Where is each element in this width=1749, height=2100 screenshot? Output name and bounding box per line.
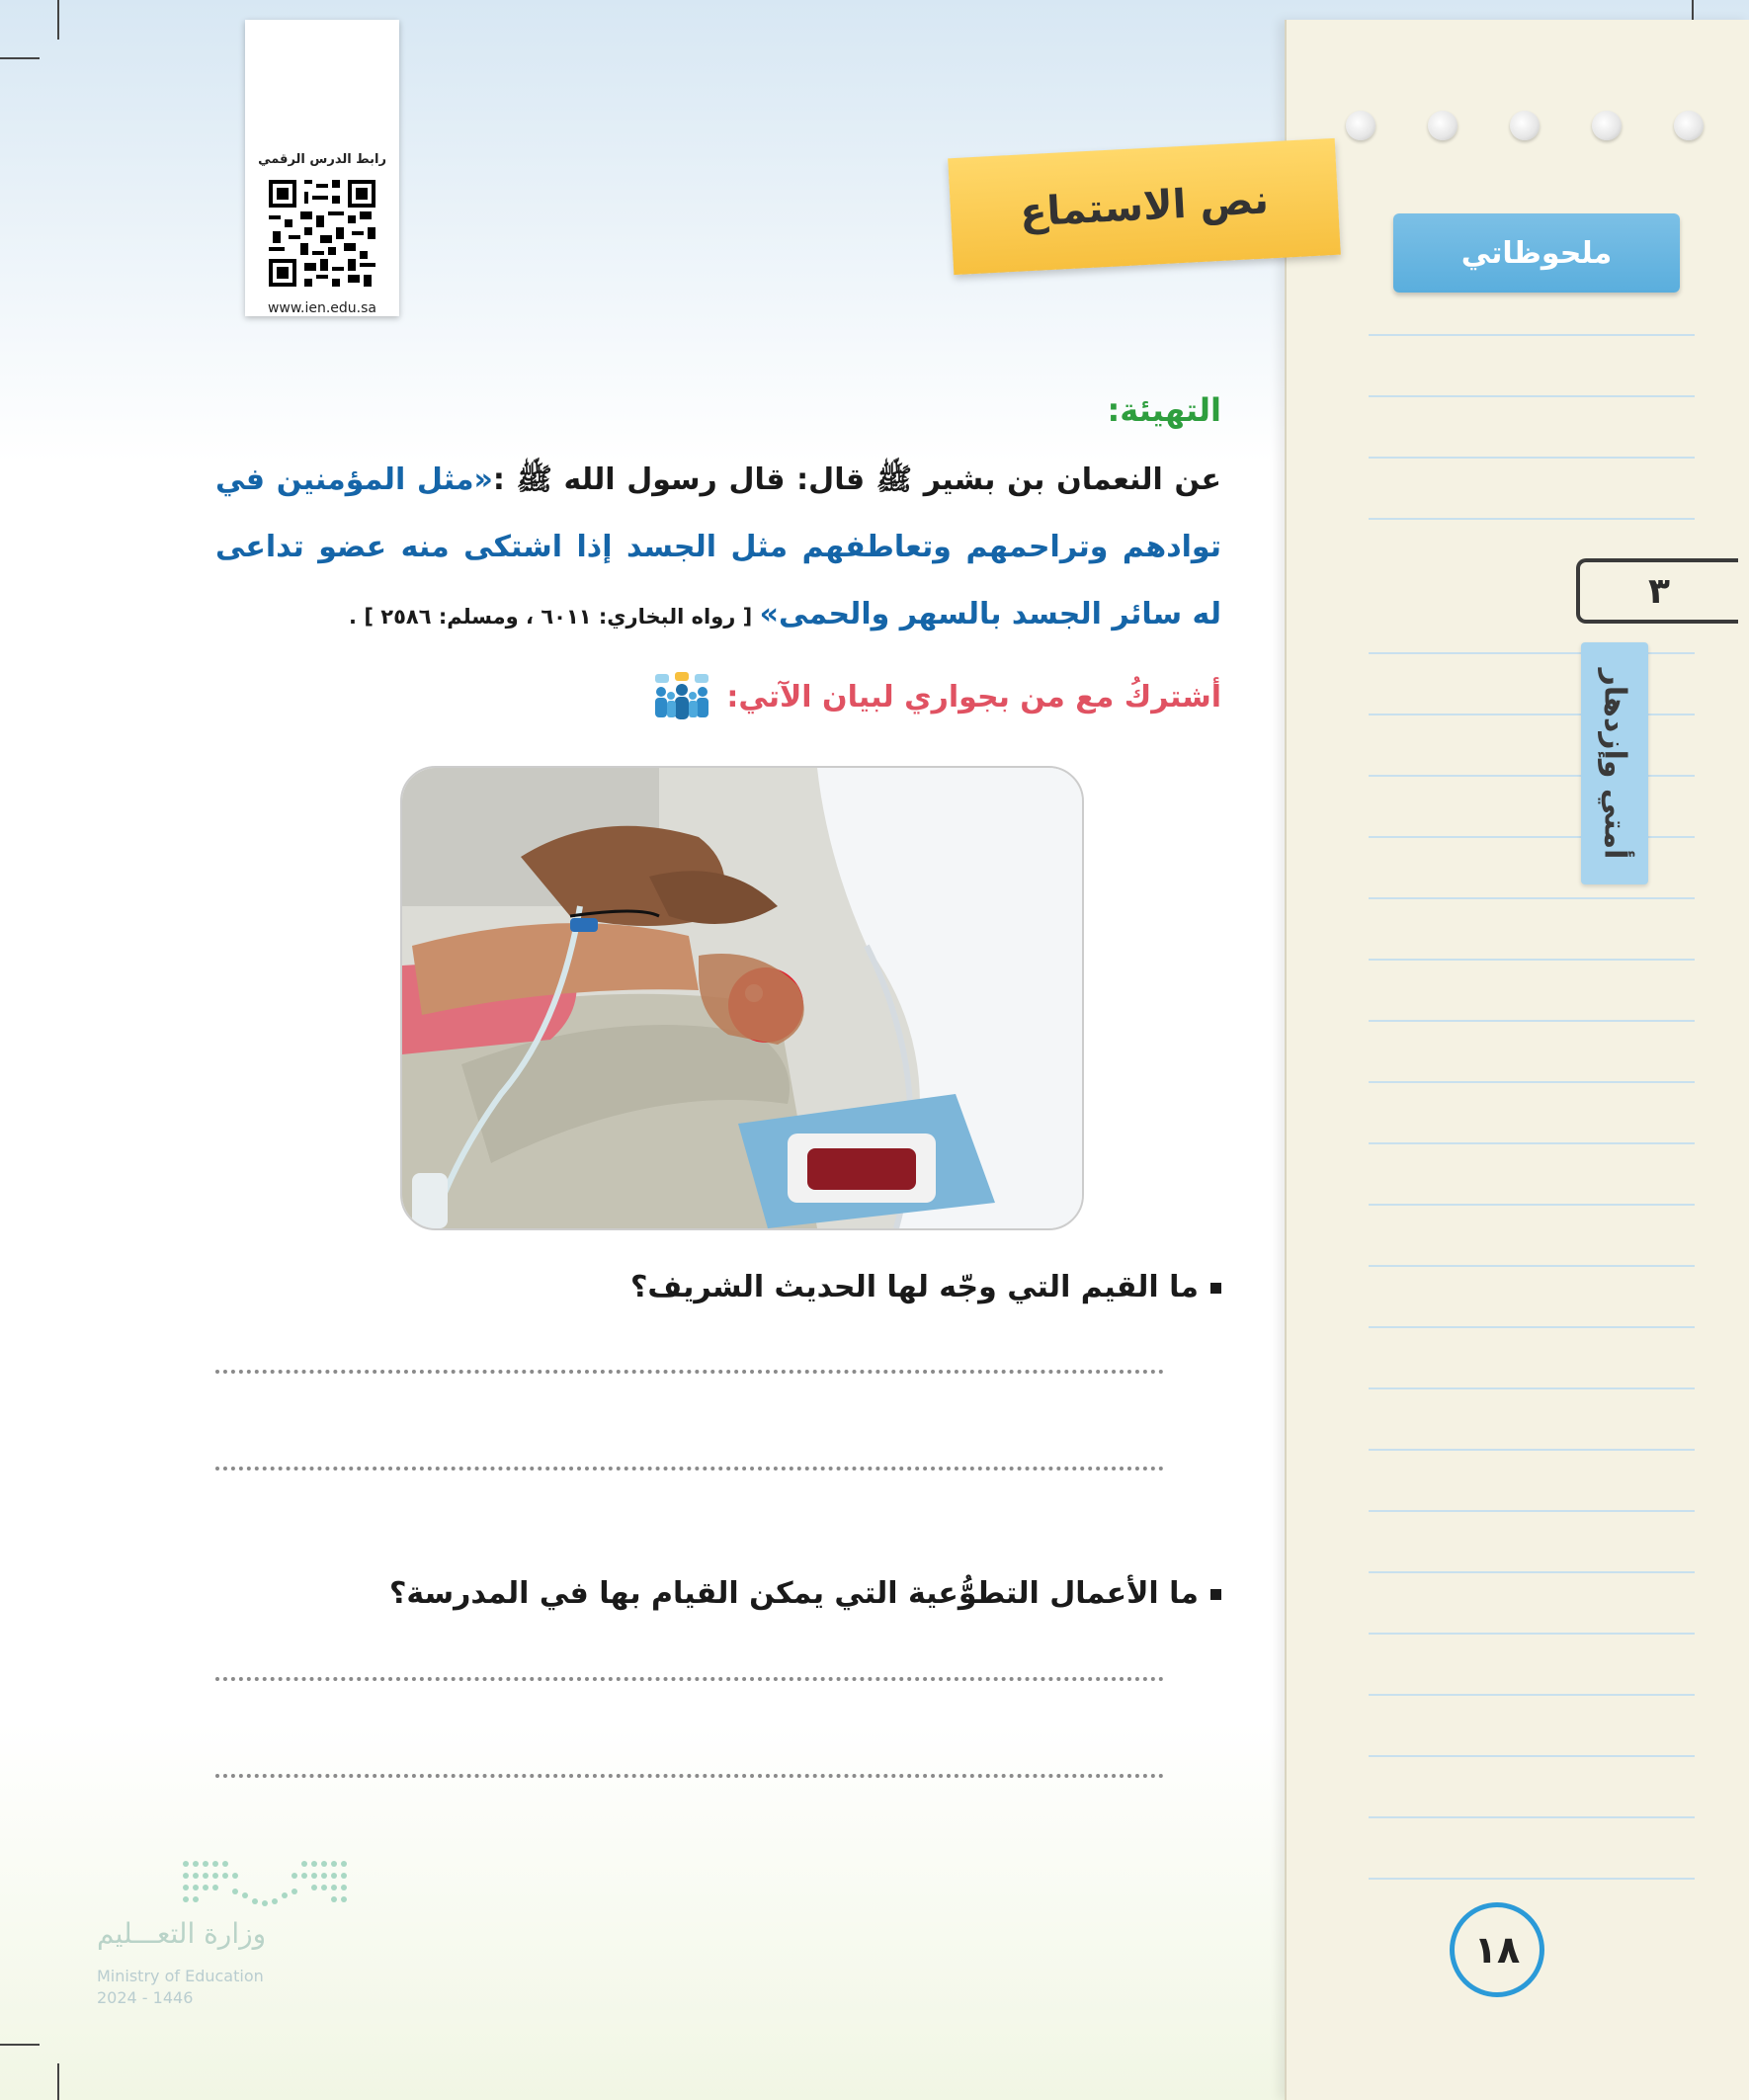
answer-line-2b[interactable] (215, 1774, 1164, 1778)
hadith-reference: [ رواه البخاري: ٦٠١١ ، ومسلم: ٢٥٨٦ ] . (349, 605, 760, 629)
note-line (1369, 1571, 1695, 1573)
note-line (1369, 334, 1695, 336)
question-2-text: ما الأعمال التطوُّعية التي يمكن القيام بها في المدرسة؟ (389, 1576, 1199, 1611)
note-line (1369, 1694, 1695, 1696)
note-line (1369, 1020, 1695, 1022)
notes-panel (1285, 20, 1749, 2100)
crop-mark (57, 0, 59, 40)
unit-title-tab (1581, 642, 1648, 884)
note-line (1369, 395, 1695, 397)
binder-ring (1510, 111, 1540, 140)
note-line (1369, 1265, 1695, 1267)
note-line (1369, 1142, 1695, 1144)
notes-tab: ملحوظاتي (1393, 213, 1680, 293)
qr-label: رابط الدرس الرقمي (258, 152, 386, 167)
binder-ring (1674, 111, 1704, 140)
activity-prompt (215, 672, 1221, 721)
note-line (1369, 1816, 1695, 1818)
note-line (1369, 1633, 1695, 1635)
binder-ring (1346, 111, 1375, 140)
qr-url[interactable]: www.ien.edu.sa (267, 300, 377, 316)
binder-ring (1428, 111, 1458, 140)
warmup-heading: التهيئة: (1107, 391, 1221, 429)
answer-line-1b[interactable] (215, 1467, 1164, 1470)
unit-number: ٣ (1576, 558, 1738, 624)
crop-mark (57, 2063, 59, 2100)
hadith-narrator: عن النعمان بن بشير ﷺ قال: قال رسول الله ﷺ : (492, 462, 1221, 497)
note-line (1369, 1449, 1695, 1451)
note-line (1369, 1878, 1695, 1880)
note-line (1369, 897, 1695, 899)
crop-mark (0, 2044, 40, 2046)
group-discussion-icon (649, 672, 714, 721)
ministry-logo-icon (180, 1858, 350, 1909)
blood-donation-photo (400, 766, 1084, 1230)
binder-ring (1592, 111, 1622, 140)
ministry-name-arabic: وزارة التعـــليم (97, 1917, 267, 1950)
activity-text: أشتركُ مع من بجواري لبيان الآتي: (726, 679, 1221, 714)
answer-line-2a[interactable] (215, 1677, 1164, 1681)
note-line (1369, 1326, 1695, 1328)
note-line (1369, 1081, 1695, 1083)
ministry-name-english: Ministry of Education (97, 1967, 264, 1985)
section-title: نص الاستماع (1019, 177, 1270, 236)
question-1 (215, 1270, 1221, 1304)
qr-code-icon[interactable] (265, 176, 379, 291)
note-line (1369, 457, 1695, 459)
note-line (1369, 1755, 1695, 1757)
blood-donation-illustration (402, 768, 1082, 1228)
qr-card[interactable] (245, 20, 399, 316)
question-2 (215, 1576, 1221, 1611)
hadith-paragraph (215, 447, 1221, 650)
note-line (1369, 1510, 1695, 1512)
square-bullet-icon (1210, 1589, 1221, 1600)
ministry-year: 2024 - 1446 (97, 1988, 194, 2007)
question-1-text: ما القيم التي وجّه لها الحديث الشريف؟ (629, 1270, 1199, 1304)
crop-mark (0, 57, 40, 59)
note-line (1369, 1387, 1695, 1389)
answer-line-1a[interactable] (215, 1370, 1164, 1374)
unit-title: أمتي وإزدهار (1597, 668, 1632, 859)
note-line (1369, 1204, 1695, 1206)
hadith-text: «مثل المؤمنين في توادهم وتراحمهم وتعاطفهم مثل الجسد إذا اشتكى منه عضو تداعى له سائر الجسد بالسهر والحمى» (215, 462, 1221, 631)
square-bullet-icon (1210, 1283, 1221, 1294)
note-line (1369, 518, 1695, 520)
note-line (1369, 959, 1695, 961)
page-number: ١٨ (1450, 1902, 1544, 1997)
